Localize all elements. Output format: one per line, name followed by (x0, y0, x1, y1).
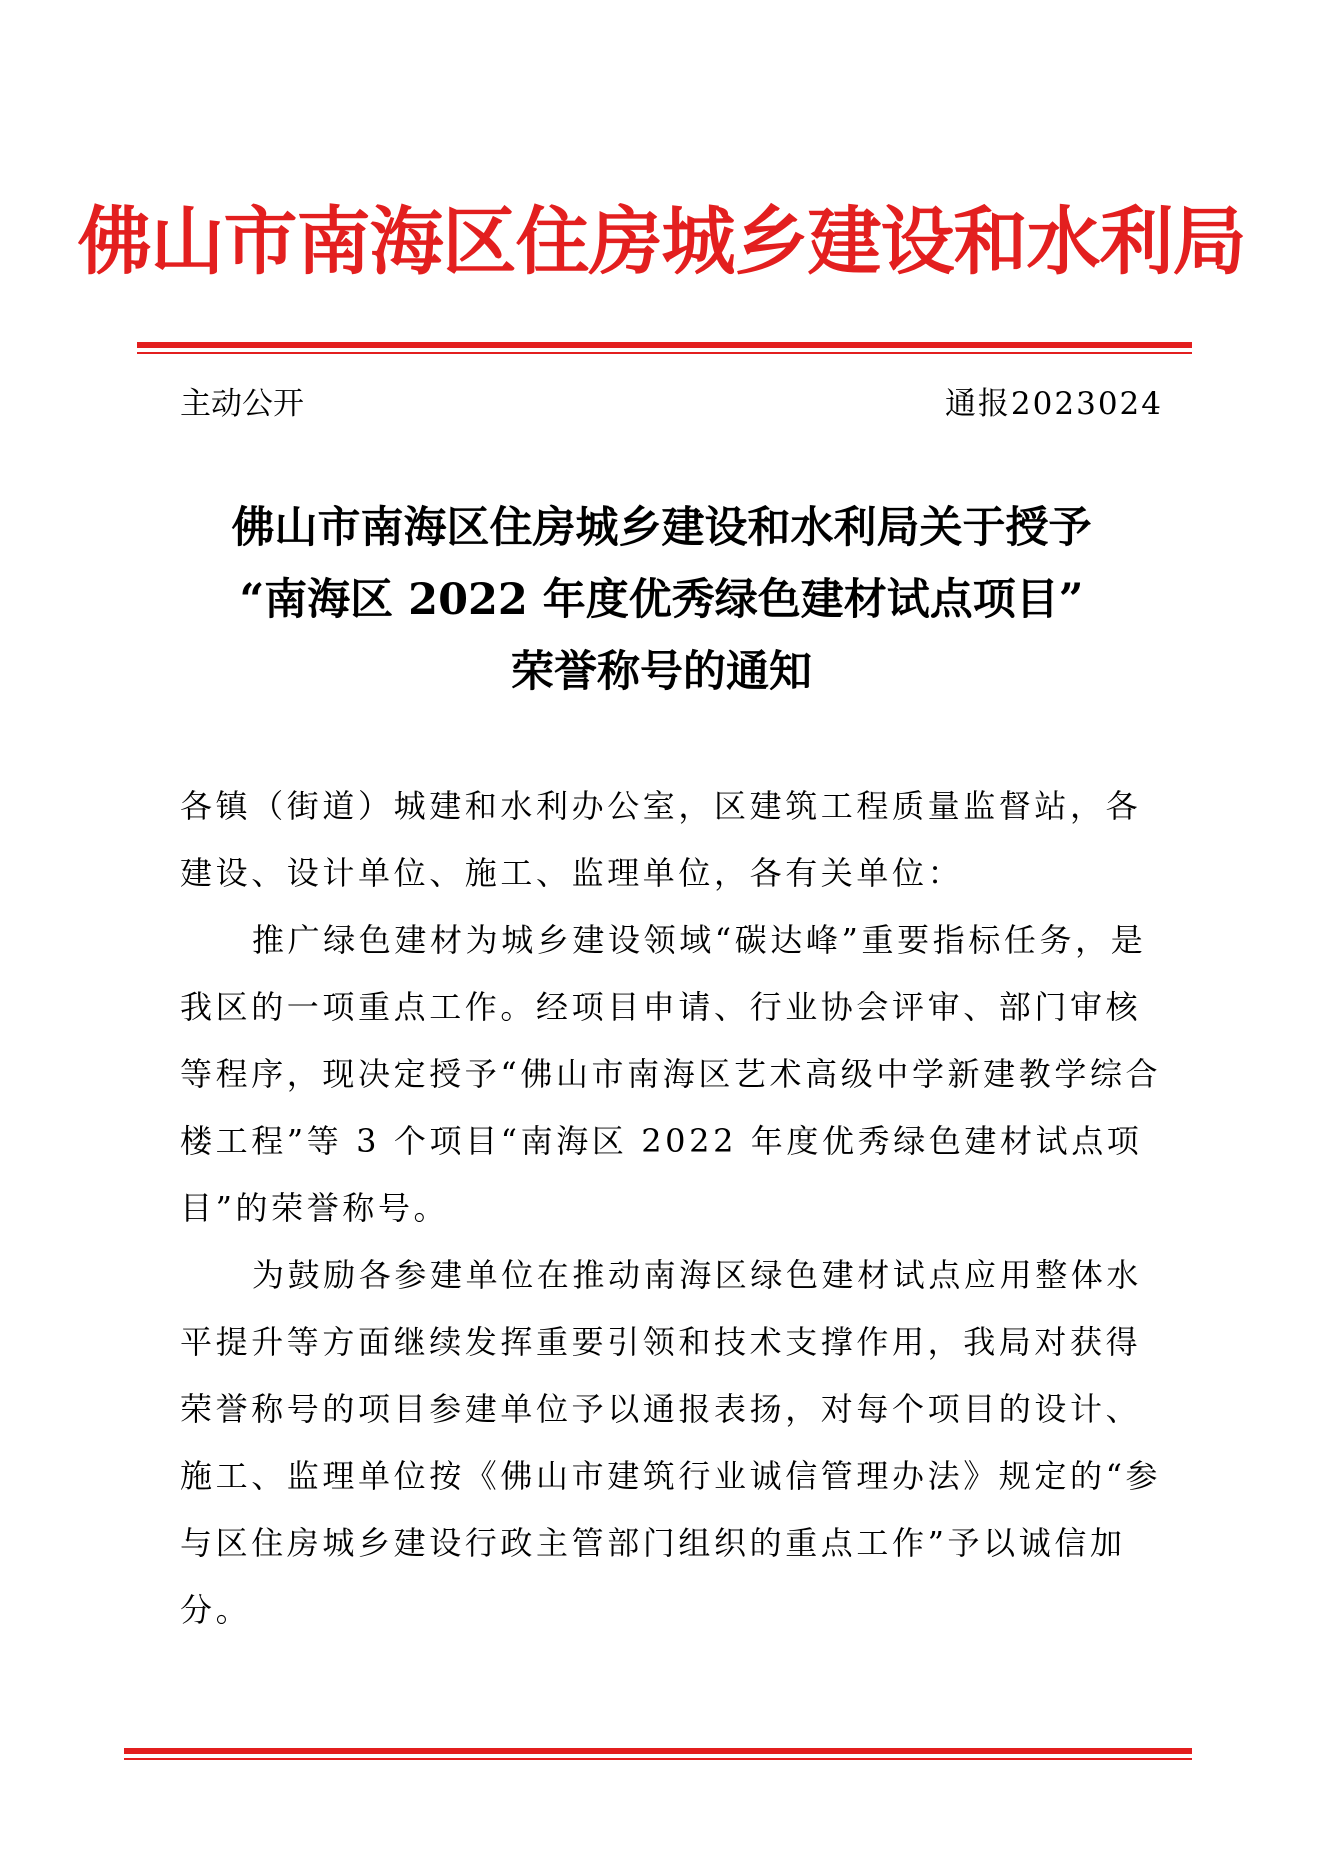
addressee-paragraph: 各镇（街道）城建和水利办公室，区建筑工程质量监督站，各建设、设计单位、施工、监理单位，各有关单位： (180, 787, 1142, 892)
document-title (150, 492, 1173, 708)
body-paragraph-1: 推广绿色建材为城乡建设领域“碳达峰”重要指标任务，是我区的一项重点工作。经项目申请、行业协会评审、部门审核等程序，现决定授予“佛山市南海区艺术高级中学新建教学综合楼工程”等 3 个项目“南海区 2022 年度优秀绿色建材试点项目”的荣誉称号。 (180, 921, 1162, 1227)
document-body (180, 773, 1165, 1644)
title-line-1: 佛山市南海区住房城乡建设和水利局关于授予 (231, 503, 1092, 553)
title-line-3: 荣誉称号的通知 (511, 647, 812, 697)
masthead-divider (137, 342, 1192, 354)
title-line-2: “南海区 2022 年度优秀绿色建材试点项目” (239, 575, 1084, 625)
document-number: 通报2023024 (944, 386, 1163, 422)
disclosure-label: 主动公开 (180, 386, 304, 422)
body-paragraph-2: 为鼓励各参建单位在推动南海区绿色建材试点应用整体水平提升等方面继续发挥重要引领和技术支撑作用，我局对获得荣誉称号的项目参建单位予以通报表扬，对每个项目的设计、施工、监理单位按《佛山市建筑行业诚信管理办法》规定的“参与区住房城乡建设行政主管部门组织的重点工作”予以诚信加分。 (180, 1256, 1162, 1629)
agency-masthead: 佛山市南海区住房城乡建设和水利局 (77, 199, 1246, 285)
footer-divider (124, 1748, 1192, 1760)
